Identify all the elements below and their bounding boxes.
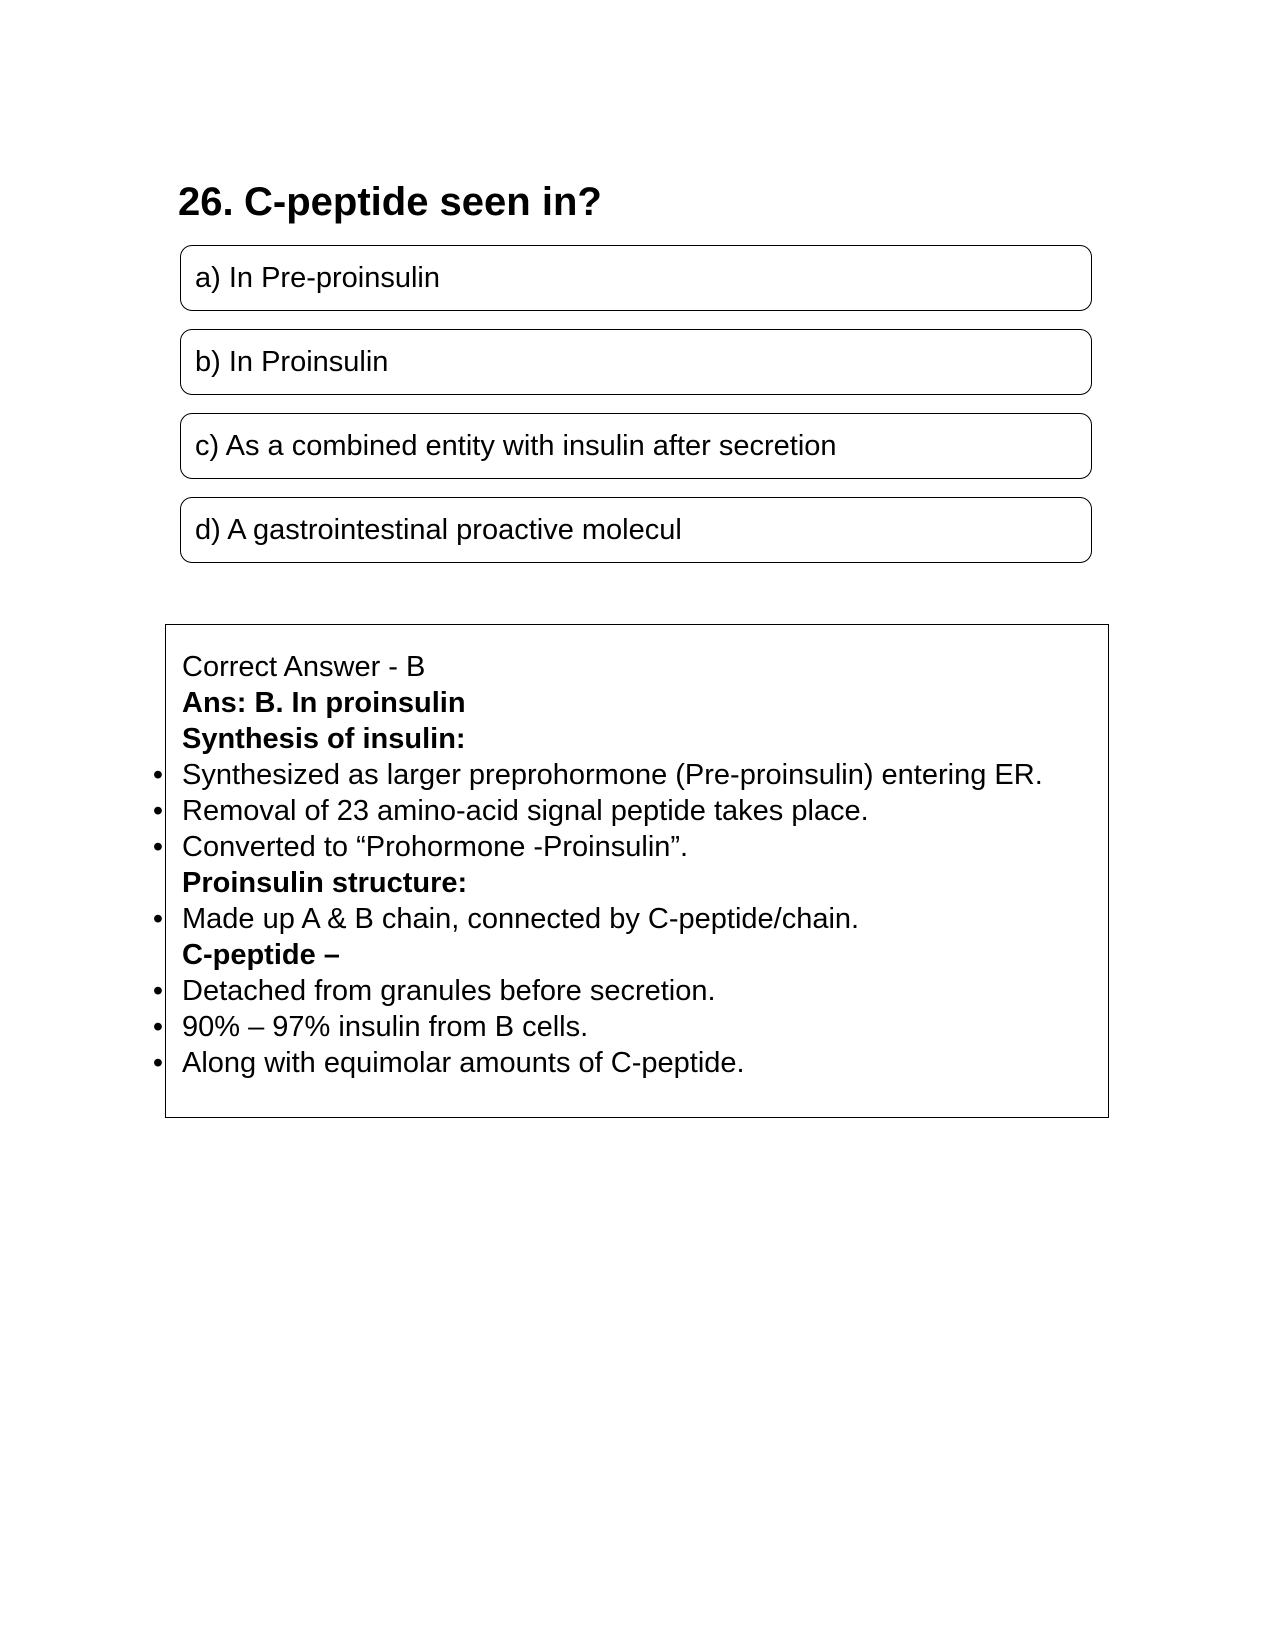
list-item-text: Detached from granules before secretion.: [182, 975, 716, 1007]
structure-heading: Proinsulin structure:: [182, 867, 468, 899]
list-item: [0, 973, 1275, 1009]
answer-explanation: [0, 649, 1275, 1081]
synthesis-heading: Synthesis of insulin:: [182, 723, 466, 755]
option-a[interactable]: a) In Pre-proinsulin: [180, 245, 1092, 311]
bullet-icon: •: [152, 795, 164, 827]
list-item: [0, 829, 1275, 865]
answer-heading: Ans: B. In proinsulin: [182, 687, 466, 719]
list-item-text: 90% – 97% insulin from B cells.: [182, 1011, 589, 1043]
list-item: [0, 757, 1275, 793]
list-item-text: Made up A & B chain, connected by C-peptide/chain.: [182, 903, 860, 935]
question-heading: [178, 178, 602, 226]
bullet-icon: •: [152, 831, 164, 863]
list-item-text: Converted to “Prohormone -Proinsulin”.: [182, 831, 689, 863]
list-item: [0, 1009, 1275, 1045]
option-b[interactable]: b) In Proinsulin: [180, 329, 1092, 395]
question-number: 26.: [178, 180, 234, 224]
option-c[interactable]: c) As a combined entity with insulin after secretion: [180, 413, 1092, 479]
list-item-text: Along with equimolar amounts of C-peptide.: [182, 1047, 745, 1079]
question-text: C-peptide seen in?: [244, 180, 602, 224]
bullet-icon: •: [152, 1011, 164, 1043]
option-d[interactable]: d) A gastrointestinal proactive molecul: [180, 497, 1092, 563]
list-item: [0, 1045, 1275, 1081]
bullet-icon: •: [152, 1047, 164, 1079]
list-item: [0, 901, 1275, 937]
cpeptide-heading: C-peptide –: [182, 939, 340, 971]
correct-answer-line: Correct Answer - B: [182, 651, 426, 683]
bullet-icon: •: [152, 903, 164, 935]
bullet-icon: •: [152, 975, 164, 1007]
bullet-icon: •: [152, 759, 164, 791]
list-item: [0, 793, 1275, 829]
list-item-text: Removal of 23 amino-acid signal peptide takes place.: [182, 795, 869, 827]
list-item-text: Synthesized as larger preprohormone (Pre-proinsulin) entering ER.: [182, 759, 1043, 791]
